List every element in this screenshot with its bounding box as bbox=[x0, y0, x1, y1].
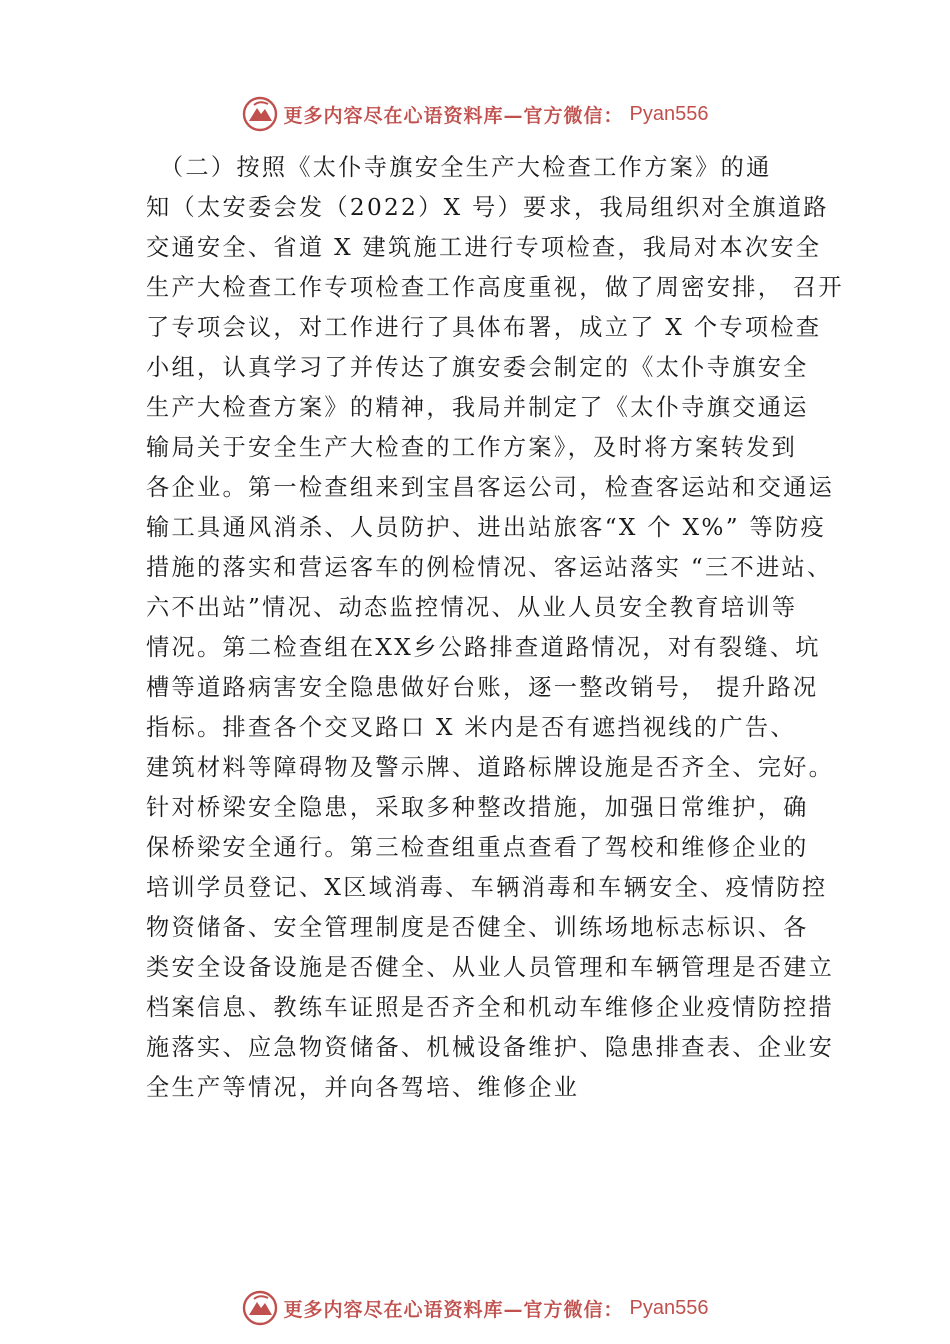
text-line: 输局关于安全生产大检查的工作方案》，及时将方案转发到 bbox=[146, 434, 798, 461]
text-line: 各企业。第一检查组来到宝昌客运公司，检查客运站和交通运 bbox=[146, 474, 835, 501]
text-line: （二）按照《太仆寺旗安全生产大检查工作方案》的通 bbox=[146, 154, 772, 181]
watermark-wechat-id: Pyan556 bbox=[629, 102, 709, 125]
watermark-wechat-id: Pyan556 bbox=[629, 1296, 709, 1319]
text-line: 类安全设备设施是否健全、从业人员管理和车辆管理是否建立 bbox=[146, 954, 835, 981]
text-line: 了专项会议，对工作进行了具体布署，成立了 X 个专项检查 bbox=[146, 314, 822, 341]
text-line: 施落实、应急物资储备、机械设备维护、隐患排查表、企业安 bbox=[146, 1034, 835, 1061]
watermark-text: 更多内容尽在心语资料库—官方微信： bbox=[283, 1298, 624, 1321]
text-line: 情况。第二检查组在XX乡公路排查道路情况，对有裂缝、坑 bbox=[146, 634, 821, 661]
text-line: 措施的落实和营运客车的例检情况、客运站落实 “三不进站、 bbox=[146, 554, 833, 581]
text-line: 输工具通风消杀、人员防护、进出站旅客“X 个 X%” 等防疫 bbox=[146, 514, 826, 541]
text-line: 保桥梁安全通行。第三检查组重点查看了驾校和维修企业的 bbox=[146, 834, 809, 861]
text-line: 培训学员登记、X区域消毒、车辆消毒和车辆安全、疫情防控 bbox=[146, 874, 828, 901]
text-line: 针对桥梁安全隐患，采取多种整改措施，加强日常维护，确 bbox=[146, 794, 809, 821]
text-line: 交通安全、省道 X 建筑施工进行专项检查，我局对本次安全 bbox=[146, 234, 822, 261]
text-line: 生产大检查工作专项检查工作高度重视，做了周密安排， 召开 bbox=[146, 274, 844, 301]
footer-watermark bbox=[0, 1290, 950, 1326]
text-line: 生产大检查方案》的精神，我局并制定了《太仆寺旗交通运 bbox=[146, 394, 809, 421]
header-watermark bbox=[0, 96, 950, 132]
text-line: 小组，认真学习了并传达了旗安委会制定的《太仆寺旗安全 bbox=[146, 354, 809, 381]
text-line: 物资储备、安全管理制度是否健全、训练场地标志标识、各 bbox=[146, 914, 809, 941]
watermark-text: 更多内容尽在心语资料库—官方微信： bbox=[283, 104, 624, 127]
document-paragraph bbox=[146, 148, 844, 1108]
text-line: 建筑材料等障碍物及警示牌、道路标牌设施是否齐全、完好。 bbox=[146, 754, 835, 781]
mountain-peak-logo-icon bbox=[242, 1290, 278, 1326]
mountain-peak-logo-icon bbox=[242, 96, 278, 132]
text-line: 全生产等情况，并向各驾培、维修企业 bbox=[146, 1074, 580, 1101]
text-line: 知（太安委会发（2022）X 号）要求，我局组织对全旗道路 bbox=[146, 194, 829, 221]
text-line: 槽等道路病害安全隐患做好台账，逐一整改销号， 提升路况 bbox=[146, 674, 819, 701]
text-line: 六不出站”情况、动态监控情况、从业人员安全教育培训等 bbox=[146, 594, 798, 621]
text-line: 档案信息、教练车证照是否齐全和机动车维修企业疫情防控措 bbox=[146, 994, 835, 1021]
text-line: 指标。排查各个交叉路口 X 米内是否有遮挡视线的广告、 bbox=[146, 714, 796, 741]
